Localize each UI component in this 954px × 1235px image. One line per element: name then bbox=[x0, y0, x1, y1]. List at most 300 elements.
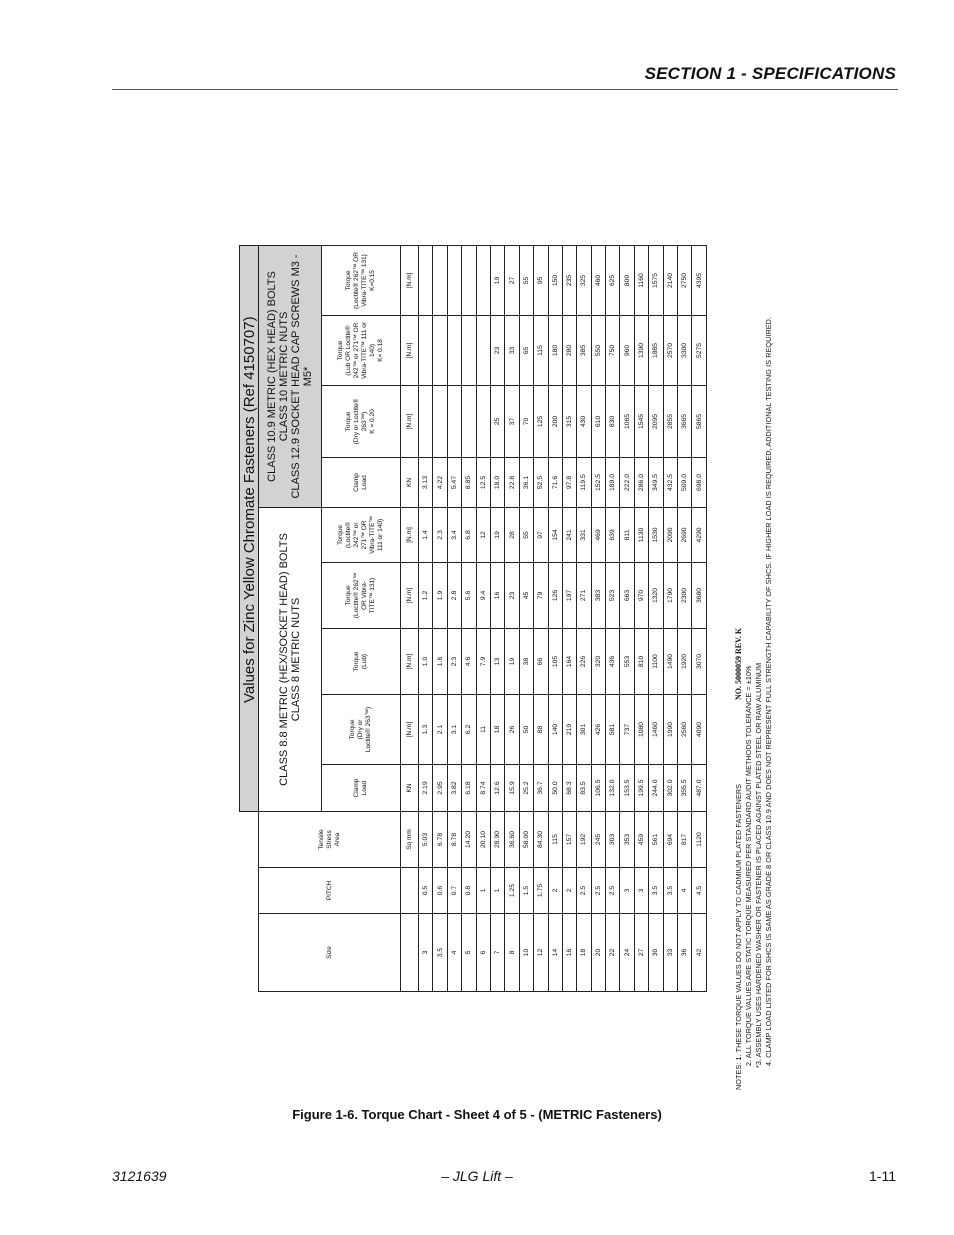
table-cell: 200 bbox=[548, 385, 562, 457]
table-cell: 50 bbox=[519, 694, 533, 764]
table-row bbox=[490, 245, 504, 991]
table-cell: 6 bbox=[476, 914, 490, 992]
footer-page-number: 1-11 bbox=[869, 1168, 896, 1184]
table-cell bbox=[433, 245, 447, 315]
loc242-88-line: (Loctite® bbox=[345, 521, 352, 549]
table-cell bbox=[447, 315, 461, 385]
table-cell: 1920 bbox=[678, 628, 692, 694]
table-cell: 2.95 bbox=[433, 764, 447, 811]
table-row bbox=[562, 245, 576, 991]
table-cell: 119.5 bbox=[577, 457, 591, 507]
table-cell: 3 bbox=[419, 914, 433, 992]
table-cell: 5865 bbox=[692, 385, 706, 457]
table-row bbox=[548, 245, 562, 991]
table-cell: 5.47 bbox=[447, 457, 461, 507]
table-cell: 22.8 bbox=[505, 457, 519, 507]
table-cell: 325 bbox=[577, 245, 591, 315]
table-cell: 30 bbox=[649, 914, 663, 992]
table-cell: 1.5 bbox=[519, 868, 533, 914]
table-cell: 353 bbox=[620, 811, 634, 867]
table-cell: 0.8 bbox=[462, 868, 476, 914]
table-cell: 3.5 bbox=[433, 914, 447, 992]
table-cell: 331 bbox=[577, 507, 591, 562]
table-cell: 3070 bbox=[692, 628, 706, 694]
table-cell: 2855 bbox=[663, 385, 677, 457]
unit-cell: KN bbox=[401, 764, 419, 811]
table-title: Values for Zinc Yellow Chromate Fasteners (Ref 4150707) bbox=[240, 245, 259, 811]
table-cell: 5 bbox=[462, 914, 476, 992]
table-cell: 70 bbox=[519, 385, 533, 457]
table-cell: 126 bbox=[548, 562, 562, 628]
table-cell: 12 bbox=[534, 914, 548, 992]
table-cell: 610 bbox=[591, 385, 605, 457]
table-cell: 27 bbox=[505, 245, 519, 315]
class-8-8-header bbox=[259, 507, 322, 811]
table-cell: 1460 bbox=[649, 694, 663, 764]
table-row bbox=[577, 245, 591, 991]
table-cell: 694 bbox=[663, 811, 677, 867]
unit-cell: Sq mm bbox=[401, 811, 419, 867]
table-cell bbox=[433, 315, 447, 385]
table-cell: 189.0 bbox=[606, 457, 620, 507]
table-cell: 140 bbox=[548, 694, 562, 764]
table-cell: 1390 bbox=[634, 315, 648, 385]
col-clamp88-header bbox=[322, 764, 401, 811]
table-cell: 2090 bbox=[663, 507, 677, 562]
class-10-9-line: CLASS 10 METRIC NUTS bbox=[278, 311, 290, 442]
table-blank-corner bbox=[240, 811, 259, 991]
table-cell: 222.0 bbox=[620, 457, 634, 507]
table-cell: 1.9 bbox=[433, 562, 447, 628]
table-cell: 817 bbox=[678, 811, 692, 867]
table-cell: 23 bbox=[490, 315, 504, 385]
col-dry88-header bbox=[322, 694, 401, 764]
table-cell: 0.7 bbox=[447, 868, 461, 914]
table-cell: 22 bbox=[606, 914, 620, 992]
table-cell: 84.30 bbox=[534, 811, 548, 867]
table-cell: 1575 bbox=[649, 245, 663, 315]
table-cell: 553 bbox=[620, 628, 634, 694]
table-cell bbox=[433, 385, 447, 457]
loc262-88-line: OR Vibra- bbox=[361, 581, 368, 610]
loc262-88-line: (Loctite® 262™ bbox=[353, 572, 360, 619]
table-cell: 1.0 bbox=[419, 628, 433, 694]
loc262-109-line: Vibra-TITE™ 131) bbox=[361, 254, 368, 307]
table-cell: 698.0 bbox=[692, 457, 706, 507]
table-cell: 3300 bbox=[678, 315, 692, 385]
lub109-line: Torque bbox=[337, 340, 344, 361]
table-cell: 750 bbox=[606, 315, 620, 385]
table-cell: 663 bbox=[620, 562, 634, 628]
table-cell: 1120 bbox=[692, 811, 706, 867]
table-cell: 6.8 bbox=[462, 507, 476, 562]
table-cell: 830 bbox=[606, 385, 620, 457]
table-row bbox=[419, 245, 433, 991]
table-cell: 38 bbox=[519, 628, 533, 694]
table-cell: 2 bbox=[562, 868, 576, 914]
loc242-88-line: Torque bbox=[337, 525, 344, 545]
table-row bbox=[663, 245, 677, 991]
table-cell: 432.5 bbox=[663, 457, 677, 507]
table-cell: 33 bbox=[663, 914, 677, 992]
dry88-line: Loctite® 263™) bbox=[365, 706, 372, 753]
table-cell: 487.0 bbox=[692, 764, 706, 811]
table-cell: 1530 bbox=[649, 507, 663, 562]
table-cell: 152.5 bbox=[591, 457, 605, 507]
col-loc262-109-header bbox=[322, 245, 401, 315]
class-10-9-line: CLASS 12.9 SOCKET HEAD CAP SCREWS M3 - M5* bbox=[290, 254, 314, 499]
table-cell: 355.5 bbox=[678, 764, 692, 811]
lub88-line: Torque bbox=[353, 651, 360, 672]
unit-cell: [N.m] bbox=[401, 315, 419, 385]
table-cell: 55 bbox=[519, 507, 533, 562]
col-loc262-88-header bbox=[322, 562, 401, 628]
unit-cell: [N.m] bbox=[401, 507, 419, 562]
table-cell: 23 bbox=[505, 562, 519, 628]
table-cell: 3 bbox=[620, 868, 634, 914]
table-row bbox=[519, 245, 533, 991]
table-cell: 150 bbox=[548, 245, 562, 315]
table-cell: 16 bbox=[562, 914, 576, 992]
table-cell: 810 bbox=[634, 628, 648, 694]
tensile-line: Area bbox=[333, 832, 341, 847]
table-cell: 28.90 bbox=[490, 811, 504, 867]
table-cell: 8.74 bbox=[476, 764, 490, 811]
tensile-line: Tensile bbox=[317, 829, 325, 850]
table-cell: 4395 bbox=[692, 245, 706, 315]
unit-cell: [N.m] bbox=[401, 562, 419, 628]
col-tensile-header bbox=[259, 811, 401, 867]
table-cell: 115 bbox=[548, 811, 562, 867]
table-cell: 4.22 bbox=[433, 457, 447, 507]
loc242-88-line: 242™ or bbox=[353, 522, 360, 548]
table-cell: 1.25 bbox=[505, 868, 519, 914]
table-cell: 6.2 bbox=[462, 694, 476, 764]
table-cell: 157 bbox=[562, 811, 576, 867]
table-cell: 737 bbox=[620, 694, 634, 764]
table-cell: 459 bbox=[634, 811, 648, 867]
table-cell: 385 bbox=[577, 315, 591, 385]
col-lub109-header bbox=[322, 315, 401, 385]
table-row bbox=[447, 245, 461, 991]
table-cell: 280 bbox=[562, 315, 576, 385]
table-cell: 36.7 bbox=[534, 764, 548, 811]
table-cell: 460 bbox=[591, 245, 605, 315]
table-cell: 97 bbox=[534, 507, 548, 562]
table-cell: 241 bbox=[562, 507, 576, 562]
table-cell: 154 bbox=[548, 507, 562, 562]
loc262-109-line: Torque bbox=[345, 270, 352, 291]
table-cell: 192 bbox=[577, 811, 591, 867]
table-cell: 1545 bbox=[634, 385, 648, 457]
table-cell: 5.6 bbox=[462, 562, 476, 628]
table-cell: 132.0 bbox=[606, 764, 620, 811]
unit-cell bbox=[401, 868, 419, 914]
table-row bbox=[620, 245, 634, 991]
unit-cell bbox=[401, 914, 419, 992]
table-cell: 52.5 bbox=[534, 457, 548, 507]
table-cell: 25 bbox=[490, 385, 504, 457]
unit-cell: [N.m] bbox=[401, 245, 419, 315]
table-cell: 66 bbox=[534, 628, 548, 694]
unit-cell: KN bbox=[401, 457, 419, 507]
table-cell: 19 bbox=[505, 628, 519, 694]
lub109-line: 242™ or 271™ OR bbox=[353, 322, 360, 379]
table-cell: 303 bbox=[606, 811, 620, 867]
table-cell: 6.78 bbox=[433, 811, 447, 867]
table-cell: 3.13 bbox=[419, 457, 433, 507]
table-cell: 2.19 bbox=[419, 764, 433, 811]
table-cell: 0.6 bbox=[433, 868, 447, 914]
table-cell: 88 bbox=[534, 694, 548, 764]
table-row bbox=[678, 245, 692, 991]
table-cell: 106.5 bbox=[591, 764, 605, 811]
table-cell: 8 bbox=[505, 914, 519, 992]
table-cell: 1080 bbox=[634, 694, 648, 764]
table-cell: 97.8 bbox=[562, 457, 576, 507]
note-3: *3. ASSEMBLY USES HARDENED WASHER OR FASTENER IS PLACED AGAINST PLATED STEEL OR RAW ALUMINUM bbox=[754, 662, 763, 1068]
table-cell: 4.6 bbox=[462, 628, 476, 694]
table-cell: 301 bbox=[577, 694, 591, 764]
table-cell: 2.8 bbox=[447, 562, 461, 628]
table-cell: 12.6 bbox=[490, 764, 504, 811]
loc242-88-line: Vibra-TITE™ bbox=[369, 516, 376, 554]
table-cell bbox=[476, 245, 490, 315]
table-cell: 1 bbox=[490, 868, 504, 914]
table-cell: 20.10 bbox=[476, 811, 490, 867]
table-cell: 19 bbox=[490, 245, 504, 315]
table-row bbox=[591, 245, 605, 991]
table-cell: 1990 bbox=[663, 694, 677, 764]
table-cell: 95 bbox=[534, 245, 548, 315]
unit-cell: [N.m] bbox=[401, 628, 419, 694]
table-cell: 960 bbox=[620, 315, 634, 385]
clamp109-line: Clamp bbox=[353, 473, 360, 492]
table-cell bbox=[447, 385, 461, 457]
table-cell: 4090 bbox=[692, 694, 706, 764]
table-cell: 1320 bbox=[649, 562, 663, 628]
table-cell: 164 bbox=[562, 628, 576, 694]
table-cell: 18.0 bbox=[490, 457, 504, 507]
loc262-109-line: (Loctite® 262™ OR bbox=[353, 252, 360, 309]
table-row bbox=[462, 245, 476, 991]
class-8-8-line: CLASS 8.8 METRIC (HEX/SOCKET HEAD) BOLTS bbox=[278, 533, 290, 786]
table-cell: 1100 bbox=[649, 628, 663, 694]
table-row bbox=[476, 245, 490, 991]
table-cell: 24 bbox=[620, 914, 634, 992]
table-cell: 2 bbox=[548, 868, 562, 914]
table-cell bbox=[462, 385, 476, 457]
table-cell: 3 bbox=[634, 868, 648, 914]
lub109-line: (Lub OR Loctite® bbox=[345, 325, 352, 376]
class-8-8-line: CLASS 8 METRIC NUTS bbox=[290, 597, 302, 722]
table-cell: 9.4 bbox=[476, 562, 490, 628]
table-cell: 115 bbox=[534, 315, 548, 385]
table-cell: 2095 bbox=[649, 385, 663, 457]
table-cell: 1490 bbox=[663, 628, 677, 694]
table-cell: 581 bbox=[606, 694, 620, 764]
table-cell: 55 bbox=[519, 245, 533, 315]
table-cell: 226 bbox=[577, 628, 591, 694]
unit-cell: [N.m] bbox=[401, 694, 419, 764]
table-cell: 383 bbox=[591, 562, 605, 628]
table-cell: 3.82 bbox=[447, 764, 461, 811]
loc262-109-line: K=0.15 bbox=[369, 270, 376, 291]
table-cell: 1065 bbox=[620, 385, 634, 457]
clamp88-line: Load bbox=[361, 780, 368, 796]
table-cell: 561 bbox=[649, 811, 663, 867]
table-cell: 45 bbox=[519, 562, 533, 628]
clamp88-line: Clamp bbox=[353, 778, 360, 798]
table-cell: 197 bbox=[562, 562, 576, 628]
table-cell: 65 bbox=[519, 315, 533, 385]
table-cell: 125 bbox=[534, 385, 548, 457]
table-cell bbox=[419, 385, 433, 457]
table-row bbox=[692, 245, 706, 991]
table-cell: 14.20 bbox=[462, 811, 476, 867]
table-cell: 2690 bbox=[678, 507, 692, 562]
table-cell: 4 bbox=[678, 868, 692, 914]
table-cell: 7.9 bbox=[476, 628, 490, 694]
table-row bbox=[534, 245, 548, 991]
table-cell: 153.5 bbox=[620, 764, 634, 811]
table-cell: 430 bbox=[577, 385, 591, 457]
table-cell: 37 bbox=[505, 385, 519, 457]
table-cell: 3.5 bbox=[663, 868, 677, 914]
table-cell: 42 bbox=[692, 914, 706, 992]
dry109-line: 263™) bbox=[361, 411, 368, 432]
table-cell: 14 bbox=[548, 914, 562, 992]
col-clamp109-header bbox=[322, 457, 401, 507]
table-cell: 1790 bbox=[663, 562, 677, 628]
table-cell: 1.4 bbox=[419, 507, 433, 562]
table-cell: 5.03 bbox=[419, 811, 433, 867]
dry109-line: Torque bbox=[345, 411, 352, 432]
notes-block bbox=[734, 190, 774, 1090]
note-2: 2. ALL TORQUE VALUES ARE STATIC TORQUE MEASURED PER STANDARD AUDIT METHODS TOLERANCE = ±10% bbox=[744, 665, 753, 1066]
dry109-line: K = 0.20 bbox=[369, 409, 376, 434]
table-cell: 180 bbox=[548, 315, 562, 385]
table-cell: 523 bbox=[606, 562, 620, 628]
table-cell: 36 bbox=[678, 914, 692, 992]
table-cell: 199.5 bbox=[634, 764, 648, 811]
table-cell: 71.6 bbox=[548, 457, 562, 507]
table-cell: 2.1 bbox=[433, 694, 447, 764]
table-row bbox=[606, 245, 620, 991]
col-pitch-header: PITCH bbox=[259, 868, 401, 914]
table-cell: 18 bbox=[577, 914, 591, 992]
table-cell: 15.9 bbox=[505, 764, 519, 811]
table-cell: 302.0 bbox=[663, 764, 677, 811]
table-cell: 469 bbox=[591, 507, 605, 562]
table-cell: 7 bbox=[490, 914, 504, 992]
col-lub88-header bbox=[322, 628, 401, 694]
torque-table bbox=[239, 245, 707, 992]
dry88-line: Torque bbox=[349, 719, 356, 740]
footer-brand: – JLG Lift – bbox=[441, 1168, 513, 1184]
table-cell: 2.5 bbox=[591, 868, 605, 914]
torque-table-block bbox=[239, 252, 717, 992]
table-cell: 68.3 bbox=[562, 764, 576, 811]
loc242-88-line: 111 or 140) bbox=[377, 518, 384, 552]
table-cell: 36.1 bbox=[519, 457, 533, 507]
table-cell: 2.5 bbox=[577, 868, 591, 914]
dry88-line: (Dry or bbox=[357, 719, 364, 740]
table-cell: 3665 bbox=[678, 385, 692, 457]
table-cell: 271 bbox=[577, 562, 591, 628]
col-size-header: Size bbox=[259, 914, 401, 992]
table-cell: 315 bbox=[562, 385, 576, 457]
clamp109-line: Load bbox=[361, 475, 368, 490]
table-cell: 970 bbox=[634, 562, 648, 628]
figure-caption: Figure 1-6. Torque Chart - Sheet 4 of 5 - (METRIC Fasteners) bbox=[292, 1107, 662, 1122]
loc242-88-line: 271™ OR bbox=[361, 520, 368, 550]
loc262-88-line: TITE™ 131) bbox=[369, 577, 376, 614]
table-cell bbox=[476, 315, 490, 385]
table-cell bbox=[419, 315, 433, 385]
table-row bbox=[649, 245, 663, 991]
table-cell: 1130 bbox=[634, 507, 648, 562]
table-cell: 349.5 bbox=[649, 457, 663, 507]
lub109-line: 140) bbox=[369, 343, 376, 357]
table-cell bbox=[447, 245, 461, 315]
footer-doc-id: 3121639 bbox=[112, 1168, 167, 1184]
table-cell: 3680 bbox=[692, 562, 706, 628]
table-cell: 1.6 bbox=[433, 628, 447, 694]
table-cell: 19 bbox=[490, 507, 504, 562]
class-10-9-header bbox=[259, 245, 322, 507]
table-cell: 320 bbox=[591, 628, 605, 694]
table-cell: 3.4 bbox=[447, 507, 461, 562]
table-cell bbox=[419, 245, 433, 315]
note-1: NOTES: 1. THESE TORQUE VALUES DO NOT APPLY TO CADMIUM PLATED FASTENERS bbox=[734, 783, 743, 1090]
lub109-line: K= 0.18 bbox=[377, 339, 384, 362]
table-cell bbox=[462, 315, 476, 385]
table-cell: 26 bbox=[505, 694, 519, 764]
table-cell: 2300 bbox=[678, 562, 692, 628]
table-cell: 8.85 bbox=[462, 457, 476, 507]
tensile-line: Stress bbox=[325, 830, 333, 849]
table-row bbox=[505, 245, 519, 991]
table-cell: 83.5 bbox=[577, 764, 591, 811]
table-cell: 1 bbox=[476, 868, 490, 914]
document-number: NO. 5000059 REV. K bbox=[734, 627, 743, 700]
table-cell: 58.00 bbox=[519, 811, 533, 867]
table-cell: 50.0 bbox=[548, 764, 562, 811]
table-cell: 27 bbox=[634, 914, 648, 992]
table-cell: 550 bbox=[591, 315, 605, 385]
col-loc242-88-header bbox=[322, 507, 401, 562]
table-cell: 219 bbox=[562, 694, 576, 764]
table-cell: 4.5 bbox=[692, 868, 706, 914]
table-cell: 6.18 bbox=[462, 764, 476, 811]
table-cell: 811 bbox=[620, 507, 634, 562]
table-cell: 1.2 bbox=[419, 562, 433, 628]
table-row bbox=[634, 245, 648, 991]
table-cell: 286.0 bbox=[634, 457, 648, 507]
table-cell: 13 bbox=[490, 628, 504, 694]
table-cell: 105 bbox=[548, 628, 562, 694]
table-cell: 16 bbox=[490, 562, 504, 628]
table-cell: 12 bbox=[476, 507, 490, 562]
table-cell: 639 bbox=[606, 507, 620, 562]
table-cell: 28 bbox=[505, 507, 519, 562]
table-cell: 0.5 bbox=[419, 868, 433, 914]
lub109-line: Vibra-TITE™ 111 or bbox=[361, 321, 368, 380]
table-cell: 426 bbox=[591, 694, 605, 764]
dry109-line: (Dry or Loctite® bbox=[353, 398, 360, 445]
col-dry109-header bbox=[322, 385, 401, 457]
